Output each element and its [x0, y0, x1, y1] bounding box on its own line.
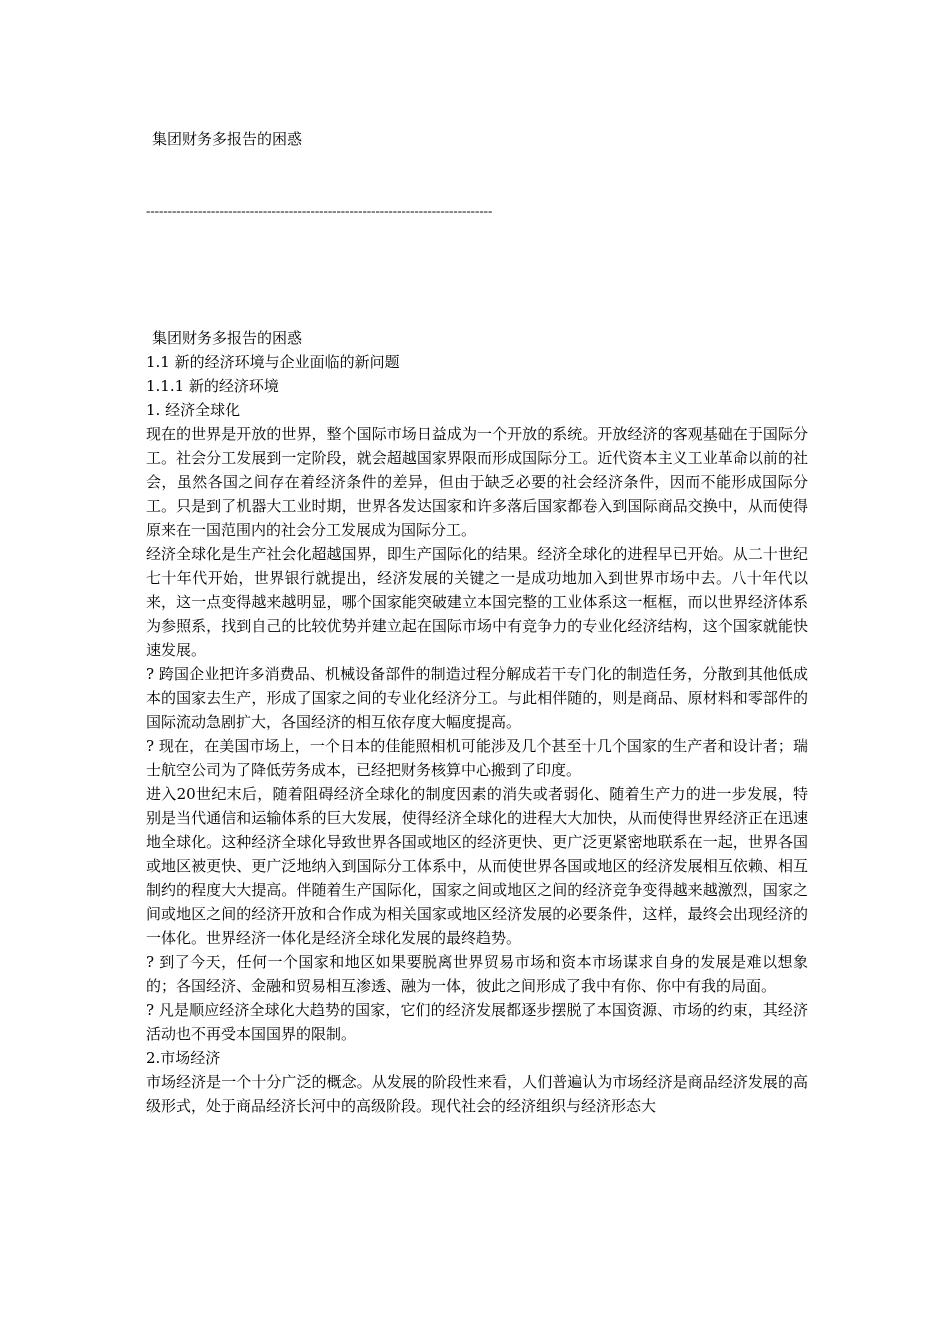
section-heading-1-1-1: 1.1.1 新的经济环境	[146, 377, 279, 395]
list-item-heading-1: 1. 经济全球化	[146, 401, 241, 419]
body-title: 集团财务多报告的困惑	[152, 329, 303, 347]
paragraph: 经济全球化是生产社会化超越国界，即生产国际化的结果。经济全球化的进程早已开始。从二十世纪七十年代开始，世界银行就提出，经济发展的关键之一是成功地加入到世界市场中去。八十年代以来，这一点变得越来越明显，哪个国家能突破建立本国完整的工业体系这一框框，而以世界经济体系为参照系，找到自己的比较优势并建立起在国际市场中有竞争力的专业化经济结构，这个国家就能快速发展。	[146, 545, 808, 659]
paragraph: ? 凡是顺应经济全球化大趋势的国家，它们的经济发展都逐步摆脱了本国资源、市场的约束，其经济活动也不再受本国国界的限制。	[146, 1001, 808, 1043]
list-item-heading-2: 2.市场经济	[146, 1049, 221, 1067]
divider-line: --------------------------------------------------------------------------------	[146, 203, 493, 218]
paragraph: ? 到了今天，任何一个国家和地区如果要脱离世界贸易市场和资本市场谋求自身的发展是难以想象的；各国经济、金融和贸易相互渗透、融为一体，彼此之间形成了我中有你、你中有我的局面。	[146, 953, 808, 995]
paragraph: 市场经济是一个十分广泛的概念。从发展的阶段性来看，人们普遍认为市场经济是商品经济发展的高级形式，处于商品经济长河中的高级阶段。现代社会的经济组织与经济形态大	[146, 1073, 808, 1115]
paragraph: 进入20世纪末后，随着阻碍经济全球化的制度因素的消失或者弱化、随着生产力的进一步发展，特别是当代通信和运输体系的巨大发展，使得经济全球化的进程大大加快，从而使得世界经济正在迅速地全球化。这种经济全球化导致世界各国或地区的经济更快、更广泛更紧密地联系在一起，世界各国或地区被更快、更广泛地纳入到国际分工体系中，从而使世界各国或地区的经济发展相互依赖、相互制约的程度大大提高。伴随着生产国际化，国家之间或地区之间的经济竞争变得越来越激烈，国家之间或地区之间的经济开放和合作成为相关国家或地区经济发展的必要条件，这样，最终会出现经济的一体化。世界经济一体化是经济全球化发展的最终趋势。	[146, 785, 808, 947]
section-heading-1-1: 1.1 新的经济环境与企业面临的新问题	[146, 353, 400, 371]
paragraph: ? 现在，在美国市场上，一个日本的佳能照相机可能涉及几个甚至十几个国家的生产者和设计者；瑞士航空公司为了降低劳务成本，已经把财务核算中心搬到了印度。	[146, 737, 808, 779]
paragraph: ? 跨国企业把许多消费品、机械设备部件的制造过程分解成若干专门化的制造任务，分散到其他低成本的国家去生产，形成了国家之间的专业化经济分工。与此相伴随的，则是商品、原材料和零部件的国际流动急剧扩大，各国经济的相互依存度大幅度提高。	[146, 665, 808, 731]
paragraph: 现在的世界是开放的世界，整个国际市场日益成为一个开放的系统。开放经济的客观基础在于国际分工。社会分工发展到一定阶段，就会超越国家界限而形成国际分工。近代资本主义工业革命以前的社会，虽然各国之间存在着经济条件的差异，但由于缺乏必要的社会经济条件，因而不能形成国际分工。只是到了机器大工业时期，世界各发达国家和许多落后国家都卷入到国际商品交换中，从而使得原来在一国范围内的社会分工发展成为国际分工。	[146, 425, 808, 539]
document-body	[146, 326, 808, 1118]
document-top-title: 集团财务多报告的困惑	[152, 130, 303, 148]
